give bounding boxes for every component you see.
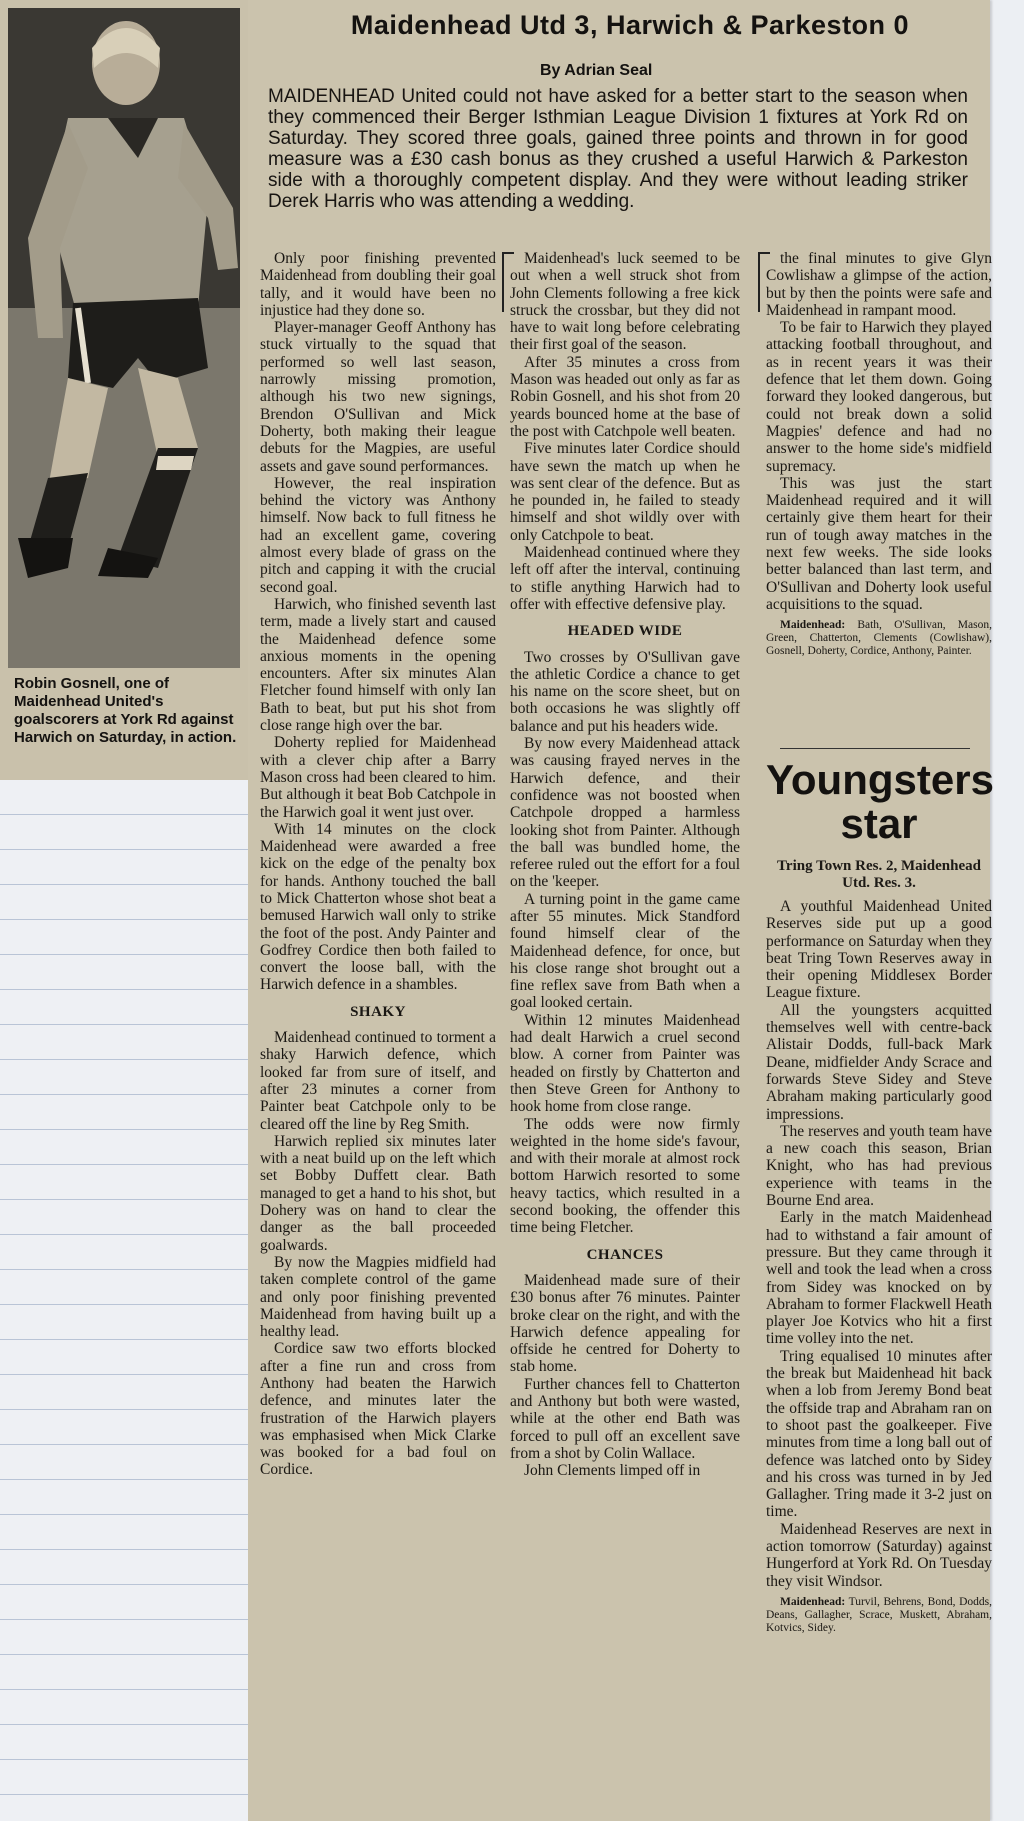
paragraph: Player-manager Geoff Anthony has stuck virtually to the squad that performed so well last season, narrowly missing promotion, although his two new signings, Brendon O'Sullivan and Mick Doherty, both making their league debuts for the Magpies, are useful assets and gave sound performances. <box>260 319 496 475</box>
paragraph: Maidenhead's luck seemed to be out when a well struck shot from John Clements following a free kick struck the crossbar, but they did not have to wait long before celebrating their first goal of the season. <box>510 250 740 354</box>
paragraph: Doherty replied for Maidenhead with a clever chip after a Barry Mason cross had been cleared to him. But although it beat Bob Catchpole in the Harwich goal it went just over. <box>260 734 496 821</box>
paragraph: This was just the start Maidenhead required and it will certainly give them heart for their run of tough away matches in the next few weeks. The side looks better balanced than last term, and O'Sullivan and Doherty look useful acquisitions to the squad. <box>766 474 992 613</box>
lineup-label: Maidenhead: <box>780 1595 846 1608</box>
article-headline: Maidenhead Utd 3, Harwich & Parkeston 0 <box>350 10 910 40</box>
team-lineup <box>766 1596 992 1635</box>
paragraph: Two crosses by O'Sullivan gave the athletic Cordice a chance to get his name on the score sheet, but on both occasions he was slightly off balance and put his headers wide. <box>510 648 740 735</box>
story2-headline: Youngsters star <box>766 756 994 847</box>
paragraph: John Clements limped off in <box>524 1462 701 1480</box>
paragraph: Maidenhead made sure of their £30 bonus after 76 minutes. Painter broke clear on the right, and with the Harwich defence appealing for offside he centred for Doherty to stab home. <box>510 1271 740 1376</box>
paragraph: Cordice saw two efforts blocked after a fine run and cross from Anthony had beaten the Harwich defence, and minutes later the frustration of the Harwich players was emphasised when Mick Clarke was booked for a bad foul on Cordice. <box>260 1340 496 1479</box>
paragraph: Maidenhead continued where they left off after the interval, continuing to stifle anything Harwich had to offer with effective defensive play. <box>510 544 740 613</box>
paragraph: A turning point in the game came after 55 minutes. Mick Standford found himself clear of the Maidenhead defence, for once, but his close range shot brought out a fine reflex save from Bath when a goal looked certain. <box>510 890 740 1012</box>
lineup-label: Maidenhead: <box>780 619 846 632</box>
paragraph: Further chances fell to Chatterton and Anthony but both were wasted, while at the other end Bath was forced to pull off an excellent save from a shot by Colin Wallace. <box>510 1375 740 1462</box>
paragraph: All the youngsters acquitted themselves well with centre-back Alistair Dodds, full-back Mark Deane, midfielder Andy Scrace and forwards Steve Sidey and Steve Abraham making particularly good impressions. <box>766 1001 992 1123</box>
player-photo <box>8 8 240 668</box>
subheading-chances: CHANCES <box>586 1246 664 1263</box>
column-rule <box>758 252 760 312</box>
story2-score: Tring Town Res. 2, Maidenhead Utd. Res. 3. <box>777 858 981 891</box>
paragraph: With 14 minutes on the clock Maidenhead were awarded a free kick on the edge of the penalty box for hands. Anthony touched the ball to Mick Chatterton whose shot beat a bemused Harwich wall only to strike the foot of the post. Andy Painter and Godfrey Cordice then both failed to convert the loose ball, with the Harwich defence in a shambles. <box>260 820 496 994</box>
paragraph: After 35 minutes a cross from Mason was headed out only as far as Robin Gosnell, and his shot from 20 yeards bounced home at the base of the post with Catchpole well beaten. <box>510 353 740 440</box>
article-byline: By Adrian Seal <box>540 62 653 79</box>
story-separator <box>780 748 970 749</box>
paragraph: Five minutes later Cordice should have sewn the match up when he was sent clear of the defence. But as he pounded in, he failed to steady himself and shot wildly over with only Catchpole to beat. <box>510 440 740 544</box>
paragraph: A youthful Maidenhead United Reserves side put up a good performance on Saturday when they beat Tring Town Reserves away in their opening Middlesex Border League fixture. <box>766 898 992 1002</box>
paragraph: By now every Maidenhead attack was causing frayed nerves in the Harwich defence, and their confidence was not boosted when Catchpole dropped a harmless looking shot from Painter. Although the ball was bundled home, the referee ruled out the effort for a foul on the 'keeper. <box>510 735 740 891</box>
article-column-3 <box>766 250 992 658</box>
paragraph: By now the Magpies midfield had taken complete control of the game and only poor finishing prevented Maidenhead from having built up a healthy lead. <box>260 1253 496 1341</box>
notebook-page <box>0 780 260 1821</box>
story2-body <box>766 898 992 1635</box>
photo-caption: Robin Gosnell, one of Maidenhead United's goalscorers at York Rd against Harwich on Saturday, in action. <box>14 675 237 746</box>
team-lineup <box>766 619 992 658</box>
article-column-1 <box>260 250 496 1479</box>
column-rule <box>502 252 504 312</box>
paragraph: The reserves and youth team have a new coach this season, Brian Knight, who has had previous experience with teams in the Bourne End area. <box>766 1122 992 1210</box>
paragraph: Harwich replied six minutes later with a neat build up on the left which set Bobby Duffett clear. Bath managed to get a hand to his shot, but Dohery was on hand to clear the danger as the ball proceeded goalwards. <box>260 1132 496 1254</box>
subheading-headed-wide: HEADED WIDE <box>567 623 683 640</box>
lineup-players: Bath, O'Sullivan, Mason, Green, Chatterton, Clements (Cowlishaw), Gosnell, Doherty, Cordice, Anthony, Painter. <box>766 619 992 658</box>
paragraph: To be fair to Harwich they played attacking football throughout, and as in recent years it was their defence that let them down. Going forward they looked dangerous, but could not break down a solid Magpies' defence and had no answer to the home side's midfield supremacy. <box>766 319 992 475</box>
footballer-figure <box>8 8 240 668</box>
paragraph: the final minutes to give Glyn Cowlishaw a glimpse of the action, but by then the points were safe and Maidenhead in rampant mood. <box>766 250 992 319</box>
paragraph: Harwich, who finished seventh last term, made a lively start and caused the Maidenhead defence some anxious moments in the opening encounters. After six minutes Alan Fletcher found himself with only Ian Bath to beat, but put his shot from close range high over the bar. <box>260 595 496 735</box>
paragraph: However, the real inspiration behind the victory was Anthony himself. Now back to full fitness he had an excellent game, covering almost every blade of grass on the pitch and capping it with the crucial second goal. <box>260 474 496 596</box>
paragraph: Only poor finishing prevented Maidenhead from doubling their goal tally, and it would have been no injustice had they done so. <box>260 250 496 319</box>
article-column-2 <box>510 250 740 1479</box>
paragraph: Within 12 minutes Maidenhead had dealt Harwich a cruel second blow. A corner from Painter was headed on firstly by Chatterton and then Steve Green for Anthony to hook home from close range. <box>510 1011 740 1116</box>
paragraph: The odds were now firmly weighted in the home side's favour, and with their morale at almost rock bottom Harwich resorted to some heavy tactics, which resulted in a second booking, the offender this time being Fletcher. <box>510 1115 740 1237</box>
paragraph: Maidenhead continued to torment a shaky Harwich defence, which looked far from sure of itself, and after 23 minutes a corner from Painter beat Catchpole only to be cleared off the line by Reg Smith. <box>260 1029 496 1133</box>
paragraph: Tring equalised 10 minutes after the break but Maidenhead hit back when a lob from Jeremy Bond beat the offside trap and Abraham ran on to shoot past the goalkeeper. Five minutes from time a long ball out of defence was latched onto by Sidey and his cross was turned in by Jed Gallagher. Tring made it 3-2 just on time. <box>766 1347 992 1521</box>
subheading-shaky: SHAKY <box>350 1003 406 1020</box>
lineup-players: Turvil, Behrens, Bond, Dodds, Deans, Gallagher, Scrace, Muskett, Abraham, Kotvics, Sidey. <box>766 1595 992 1634</box>
article-intro: MAIDENHEAD United could not have asked for a better start to the season when they commenced their Berger Isthmian League Division 1 fixtures at York Rd on Saturday. They scored three goals, gained three points and thrown in for good measure was a £30 cash bonus as they crushed a useful Harwich & Parkeston side with a thoroughly competent display. And they were without leading striker Derek Harris who was attending a wedding. <box>268 86 968 212</box>
paragraph: Early in the match Maidenhead had to withstand a fair amount of pressure. But they came through it well and took the lead when a cross from Sidey was knocked on by Abraham to former Flackwell Heath player Joe Kotvics who hit a first time volley into the net. <box>766 1209 992 1348</box>
paragraph: Maidenhead Reserves are next in action tomorrow (Saturday) against Hungerford at York Rd. On Tuesday they visit Windsor. <box>766 1520 992 1590</box>
photo-clipping <box>0 0 248 780</box>
